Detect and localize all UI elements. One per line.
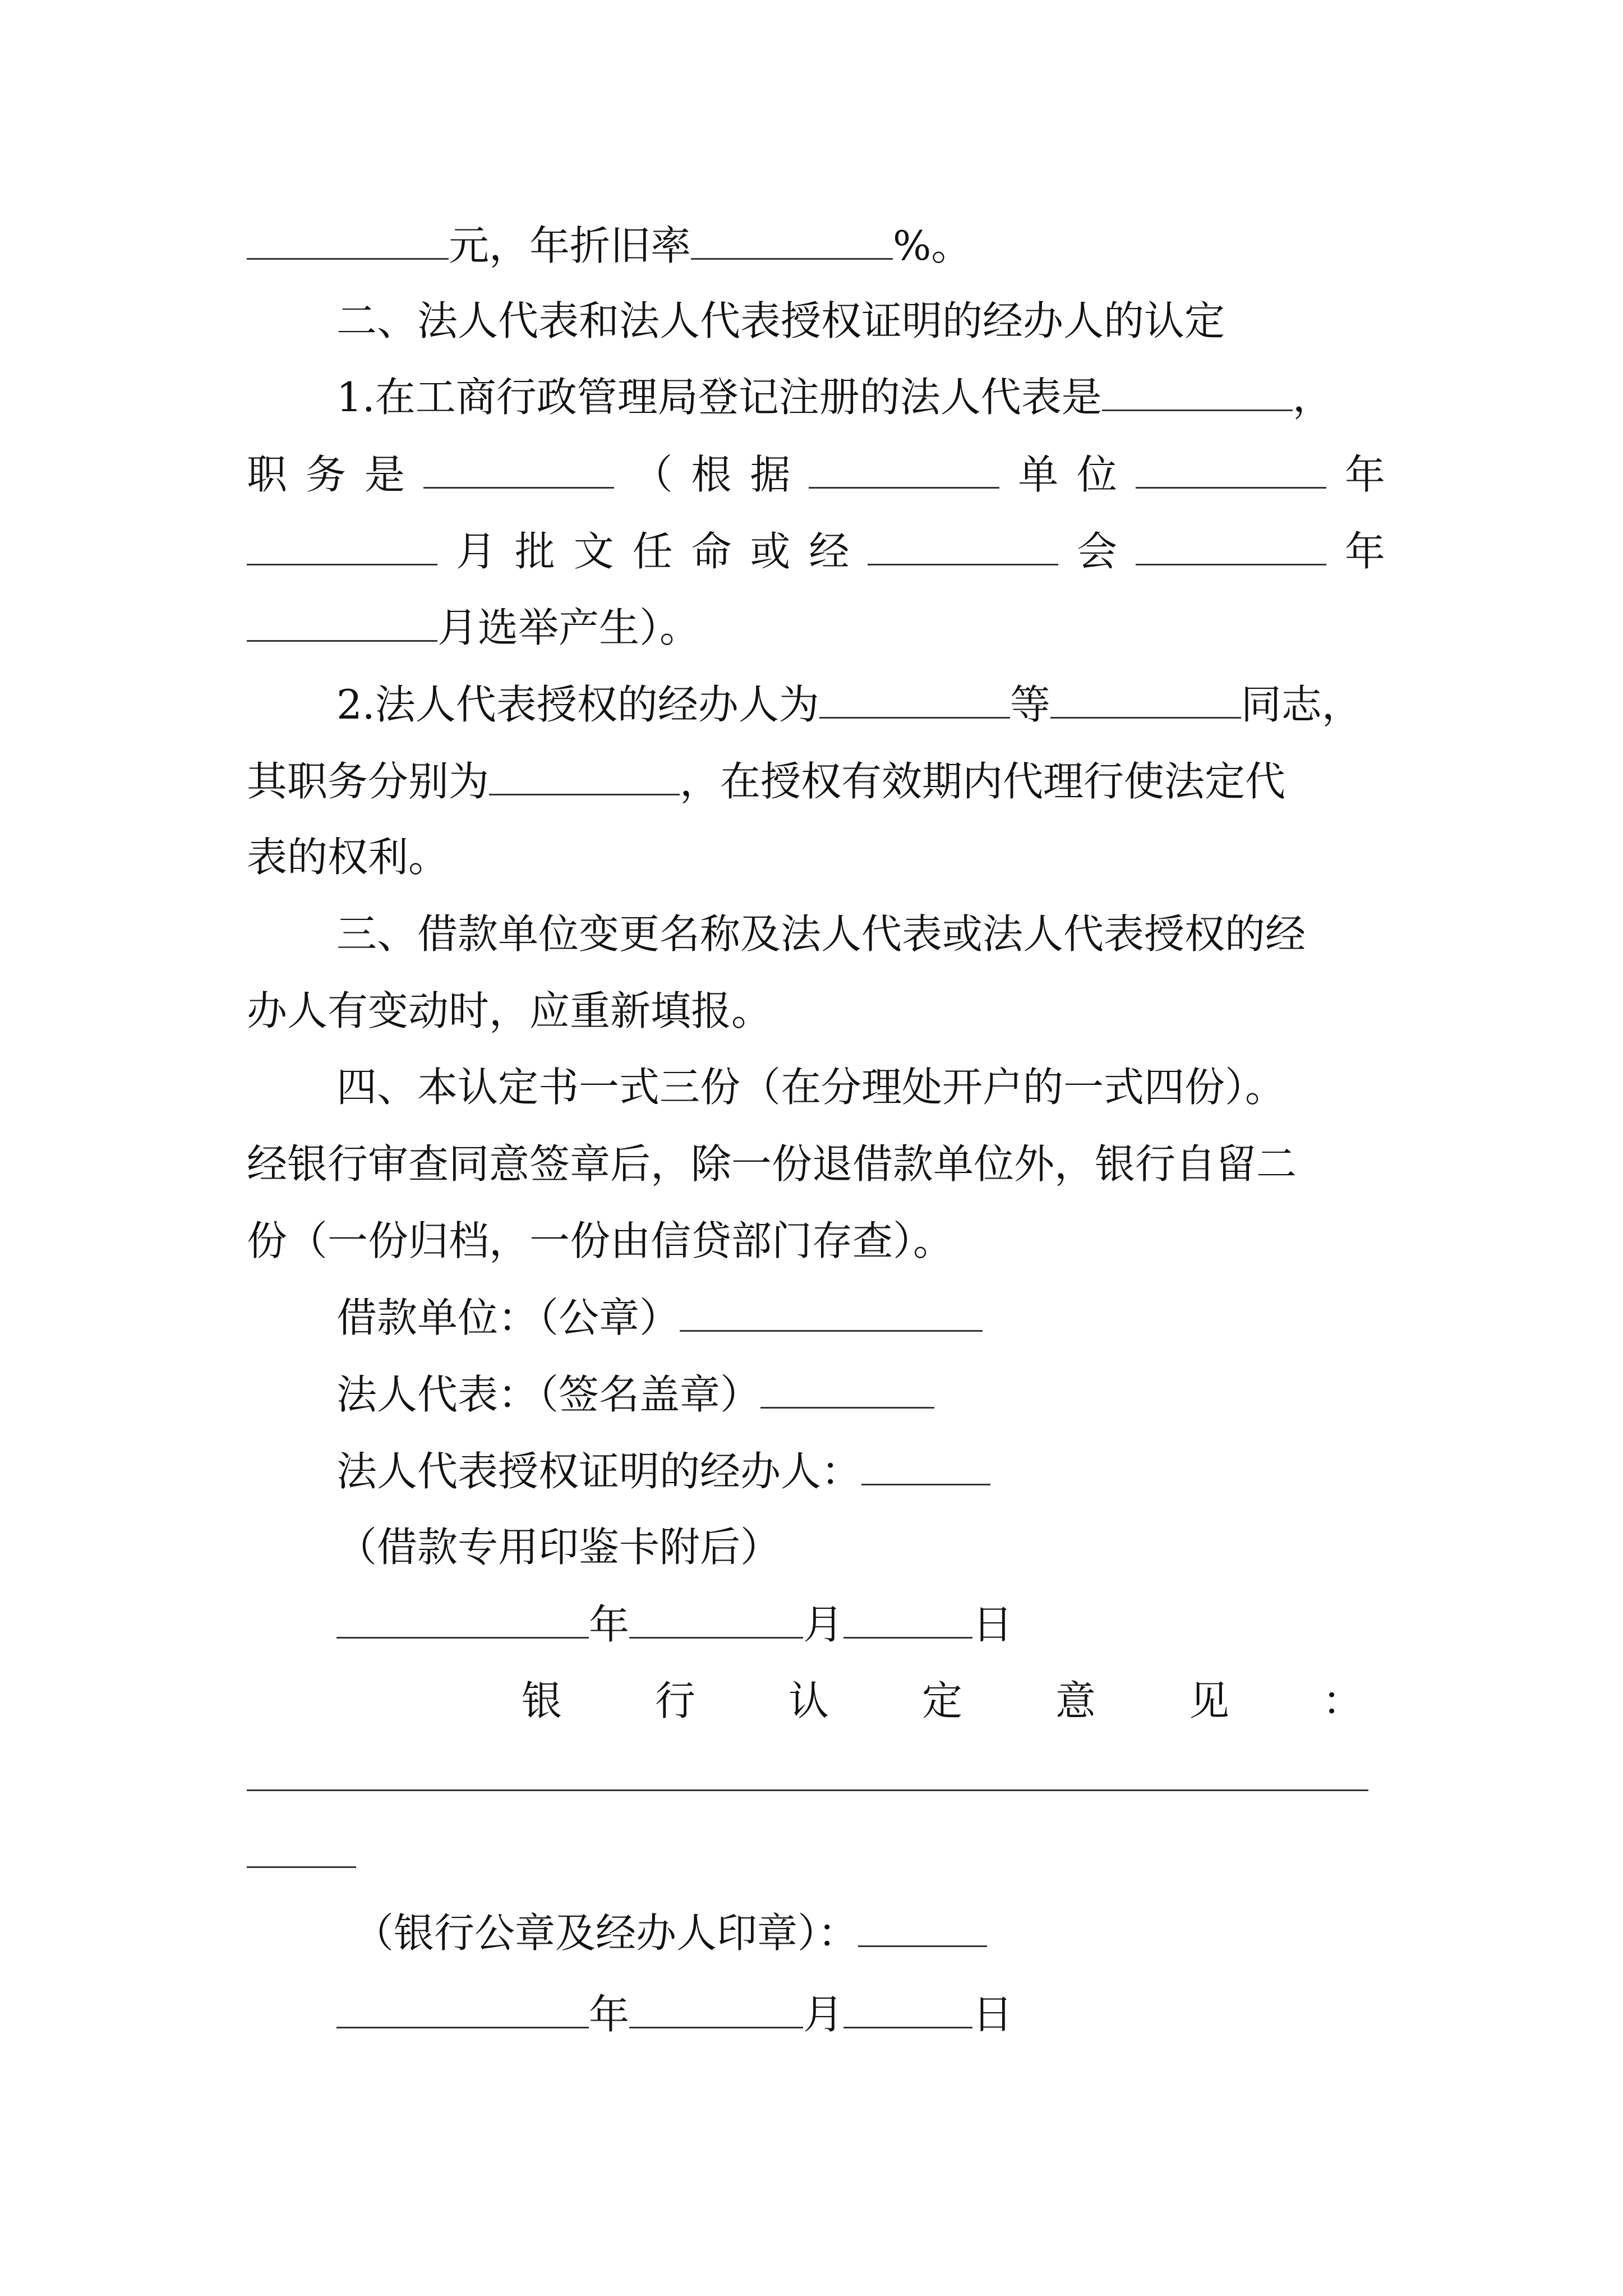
blank-borrower-seal[interactable] xyxy=(680,1286,983,1332)
blank-date-year-1[interactable] xyxy=(336,1593,589,1639)
seal-note-line: （借款专用印鉴卡附后） xyxy=(336,1524,781,1571)
agent-line: 法人代表授权证明的经办人： xyxy=(336,1440,990,1502)
blank-date-month-1[interactable] xyxy=(629,1593,803,1639)
bank-opinion-blank-line-2[interactable] xyxy=(247,1866,356,1868)
section-4-line-2: 经银行审查同意签章后，除一份退借款单位外，银行自留二 xyxy=(247,1140,1297,1188)
date-line-1: 年 月 日 xyxy=(336,1593,1013,1655)
blank-unit[interactable] xyxy=(1136,443,1326,489)
bank-seal-line: （银行公章及经办人印章）： xyxy=(353,1902,987,1963)
blank-year-2[interactable] xyxy=(1136,520,1326,565)
blank-depreciation-rate[interactable] xyxy=(691,214,893,260)
blank-agent-2[interactable] xyxy=(1050,673,1241,719)
bank-opinion-blank-line-1[interactable] xyxy=(247,1789,1368,1791)
blank-legal-rep-sign[interactable] xyxy=(760,1363,934,1409)
blank-position[interactable] xyxy=(423,443,614,489)
blank-date-day-1[interactable] xyxy=(843,1593,972,1639)
item-2-duties-line: 其职务分别为 ，在授权有效期内代理行使法定代 xyxy=(247,750,1285,812)
blank-basis[interactable] xyxy=(809,443,999,489)
blank-date-day-2[interactable] xyxy=(843,1983,972,2028)
blank-date-year-2[interactable] xyxy=(336,1983,589,2028)
blank-date-month-2[interactable] xyxy=(629,1983,803,2028)
bank-opinion-line: 银 行 认 定 意 见 ： xyxy=(522,1677,1363,1724)
legal-rep-sign-line: 法人代表：（签名盖章） xyxy=(336,1363,934,1425)
election-line: 月选举产生）。 xyxy=(247,596,700,658)
appointment-line: 月 批 文 任 命 或 经 会 年 xyxy=(247,520,1385,582)
section-4-line-1: 四、本认定书一式三份（在分理处开户的一式四份）。 xyxy=(336,1064,1286,1111)
blank-bank-seal[interactable] xyxy=(858,1902,987,1947)
item-2-end-line: 表的权利。 xyxy=(247,834,449,881)
section-2-title: 二、法人代表和法人代表授权证明的经办人的认定 xyxy=(336,297,1225,344)
item-2-line: 2.法人代表授权的经办人为 等 同志， xyxy=(336,673,1362,735)
section-4-line-3: 份（一份归档，一份由信贷部门存查）。 xyxy=(247,1217,954,1264)
blank-agent-sign[interactable] xyxy=(861,1440,990,1485)
item-1-line: 1.在工商行政管理局登记注册的法人代表是 ， xyxy=(336,366,1333,427)
date-line-2: 年 月 日 xyxy=(336,1983,1013,2045)
section-3-line-1: 三、借款单位变更名称及法人代表或法人代表授权的经 xyxy=(336,910,1306,958)
blank-meeting[interactable] xyxy=(868,520,1058,565)
section-3-line-2: 办人有变动时，应重新填报。 xyxy=(247,987,772,1034)
blank-amount[interactable] xyxy=(247,214,449,260)
blank-legal-rep[interactable] xyxy=(1102,366,1293,411)
borrower-seal-line: 借款单位：（公章） xyxy=(336,1286,983,1348)
position-line: 职 务 是 （ 根 据 单 位 年 xyxy=(247,443,1385,505)
blank-duties[interactable] xyxy=(489,750,680,795)
depreciation-line: 元，年折旧率 %。 xyxy=(247,214,971,276)
blank-month[interactable] xyxy=(247,596,437,642)
blank-year-1[interactable] xyxy=(247,520,437,565)
blank-agent-1[interactable] xyxy=(819,673,1010,719)
